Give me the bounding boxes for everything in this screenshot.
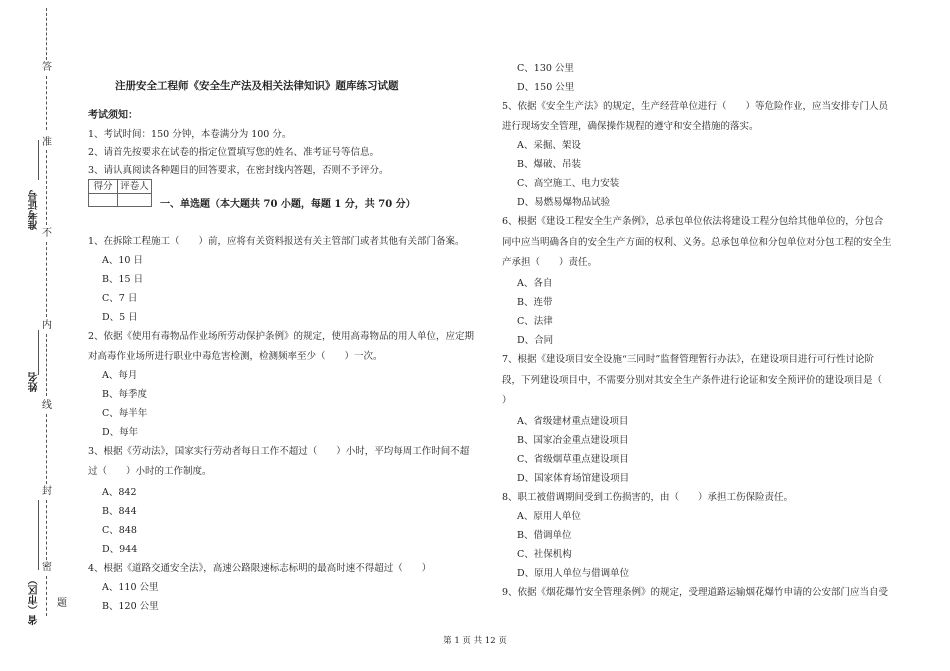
question-1: 1、在拆除工程施工（ ）前，应将有关资料报送有关主管部门或者其他有关部门备案。 bbox=[88, 236, 465, 247]
fill-line-exam-no bbox=[38, 140, 39, 180]
option: C、高空施工、电力安装 bbox=[517, 178, 620, 189]
province-label: 省（市区） bbox=[28, 575, 40, 625]
option: A、原用人单位 bbox=[517, 511, 581, 522]
option: A、省级建材重点建设项目 bbox=[517, 416, 629, 427]
seal-mark-feng: 封 bbox=[42, 486, 52, 497]
fill-line-name bbox=[38, 330, 39, 375]
question-2-line2: 对高毒作业场所进行职业中毒危害检测，检测频率至少（ ）一次。 bbox=[88, 351, 383, 362]
exam-title: 注册安全工程师《安全生产法及相关法律知识》题库练习试题 bbox=[115, 80, 399, 92]
score-label: 得分 bbox=[89, 180, 118, 194]
seal-mark-bu: 不 bbox=[42, 228, 52, 239]
option: A、各自 bbox=[517, 278, 553, 289]
option: D、5 日 bbox=[102, 312, 138, 323]
option: B、借调单位 bbox=[517, 530, 572, 541]
notice-heading: 考试须知： bbox=[88, 110, 138, 121]
name-label: 姓名 bbox=[28, 372, 40, 392]
option: D、国家体育场馆建设项目 bbox=[517, 473, 630, 484]
seal-mark-xian: 线 bbox=[42, 400, 52, 411]
option: C、法律 bbox=[517, 316, 553, 327]
fill-line-province bbox=[38, 500, 39, 570]
seal-line bbox=[46, 242, 47, 317]
grader-label: 评卷人 bbox=[118, 180, 151, 194]
exam-number-label: 准考证号 bbox=[28, 190, 40, 230]
seal-line bbox=[46, 414, 47, 484]
seal-mark-ti: 题 bbox=[57, 598, 67, 609]
option: C、848 bbox=[102, 525, 137, 536]
notice-item: 1、考试时间：150 分钟，本卷满分为 100 分。 bbox=[88, 129, 292, 140]
binding-margin bbox=[0, 0, 75, 671]
seal-line bbox=[46, 500, 47, 560]
question-6-line1: 6、根据《建设工程安全生产条例》，总承包单位依法将建设工程分包给其他单位的，分包合 bbox=[502, 216, 884, 227]
section-title: 一、单选题（本大题共 70 小题，每题 1 分，共 70 分） bbox=[160, 199, 416, 210]
seal-mark-zhun: 准 bbox=[42, 137, 52, 148]
option: D、每年 bbox=[102, 427, 139, 438]
option: C、社保机构 bbox=[517, 549, 572, 560]
question-7-line3: ） bbox=[502, 395, 512, 406]
option: A、110 公里 bbox=[102, 582, 159, 593]
option: B、15 日 bbox=[102, 274, 144, 285]
option: D、合同 bbox=[517, 335, 554, 346]
question-7-line2: 段，下列建设项目中，不需要分别对其安全生产条件进行论证和安全预评价的建设项目是（ bbox=[502, 375, 883, 386]
question-5-line2: 进行现场安全管理，确保操作规程的遵守和安全措施的落实。 bbox=[502, 121, 759, 132]
seal-mark-mi: 密 bbox=[42, 562, 52, 573]
option: B、连带 bbox=[517, 297, 553, 308]
notice-item: 3、请认真阅读各种题目的回答要求，在密封线内答题，否则不予评分。 bbox=[88, 165, 389, 176]
seal-line bbox=[46, 8, 47, 60]
seal-mark-nei: 内 bbox=[42, 320, 52, 331]
option: B、844 bbox=[102, 506, 137, 517]
option: B、爆破、吊装 bbox=[517, 159, 581, 170]
option: D、150 公里 bbox=[517, 82, 575, 93]
question-5-line1: 5、依据《安全生产法》的规定，生产经营单位进行（ ）等危险作业，应当安排专门人员 bbox=[502, 101, 889, 112]
question-3-line2: 过（ ）小时的工作制度。 bbox=[88, 466, 212, 477]
option: D、原用人单位与借调单位 bbox=[517, 568, 630, 579]
option: B、国家冶金重点建设项目 bbox=[517, 435, 629, 446]
option: C、130 公里 bbox=[517, 63, 574, 74]
label-exam-number bbox=[28, 190, 40, 233]
question-7-line1: 7、根据《建设项目安全设施“三同时”监督管理暂行办法》，在建设项目进行可行性讨论阶 bbox=[502, 354, 875, 365]
option: C、省级烟草重点建设项目 bbox=[517, 454, 629, 465]
label-name bbox=[28, 372, 40, 395]
seal-line bbox=[46, 576, 47, 616]
option: B、120 公里 bbox=[102, 601, 159, 612]
question-4: 4、根据《道路交通安全法》，高速公路限速标志标明的最高时速不得超过（ ） bbox=[88, 563, 432, 574]
question-6-line3: 产承担（ ）责任。 bbox=[502, 257, 598, 268]
question-6-line2: 同中应当明确各自的安全生产方面的权利、义务。总承包单位和分包单位对分包工程的安全生 bbox=[502, 237, 892, 248]
option: B、每季度 bbox=[102, 389, 147, 400]
label-province bbox=[28, 575, 40, 628]
option: A、10 日 bbox=[102, 255, 143, 266]
option: A、842 bbox=[102, 487, 137, 498]
option: A、每月 bbox=[102, 370, 138, 381]
question-8: 8、职工被借调期间受到工伤损害的，由（ ）承担工伤保险责任。 bbox=[502, 492, 794, 503]
option: C、每半年 bbox=[102, 408, 148, 419]
seal-mark-da: 答 bbox=[42, 62, 52, 73]
question-2-line1: 2、依据《使用有毒物品作业场所劳动保护条例》的规定，使用高毒物品的用人单位，应定期 bbox=[88, 331, 475, 342]
question-3-line1: 3、根据《劳动法》，国家实行劳动者每日工作不超过（ ）小时，平均每周工作时间不超 bbox=[88, 446, 470, 457]
seal-line bbox=[46, 76, 47, 130]
score-box-divider bbox=[117, 194, 118, 206]
option: A、采掘、架设 bbox=[517, 140, 581, 151]
notice-item: 2、请首先按要求在试卷的指定位置填写您的姓名、准考证号等信息。 bbox=[88, 147, 380, 158]
option: D、易燃易爆物品试验 bbox=[517, 197, 611, 208]
page-footer: 第 1 页 共 12 页 bbox=[443, 636, 507, 646]
seal-line bbox=[46, 334, 47, 396]
option: D、944 bbox=[102, 544, 138, 555]
seal-line bbox=[46, 150, 47, 225]
score-box bbox=[88, 179, 152, 207]
question-9: 9、依据《烟花爆竹安全管理条例》的规定，受理道路运输烟花爆竹申请的公安部门应当自受 bbox=[502, 587, 889, 598]
option: C、7 日 bbox=[102, 293, 138, 304]
